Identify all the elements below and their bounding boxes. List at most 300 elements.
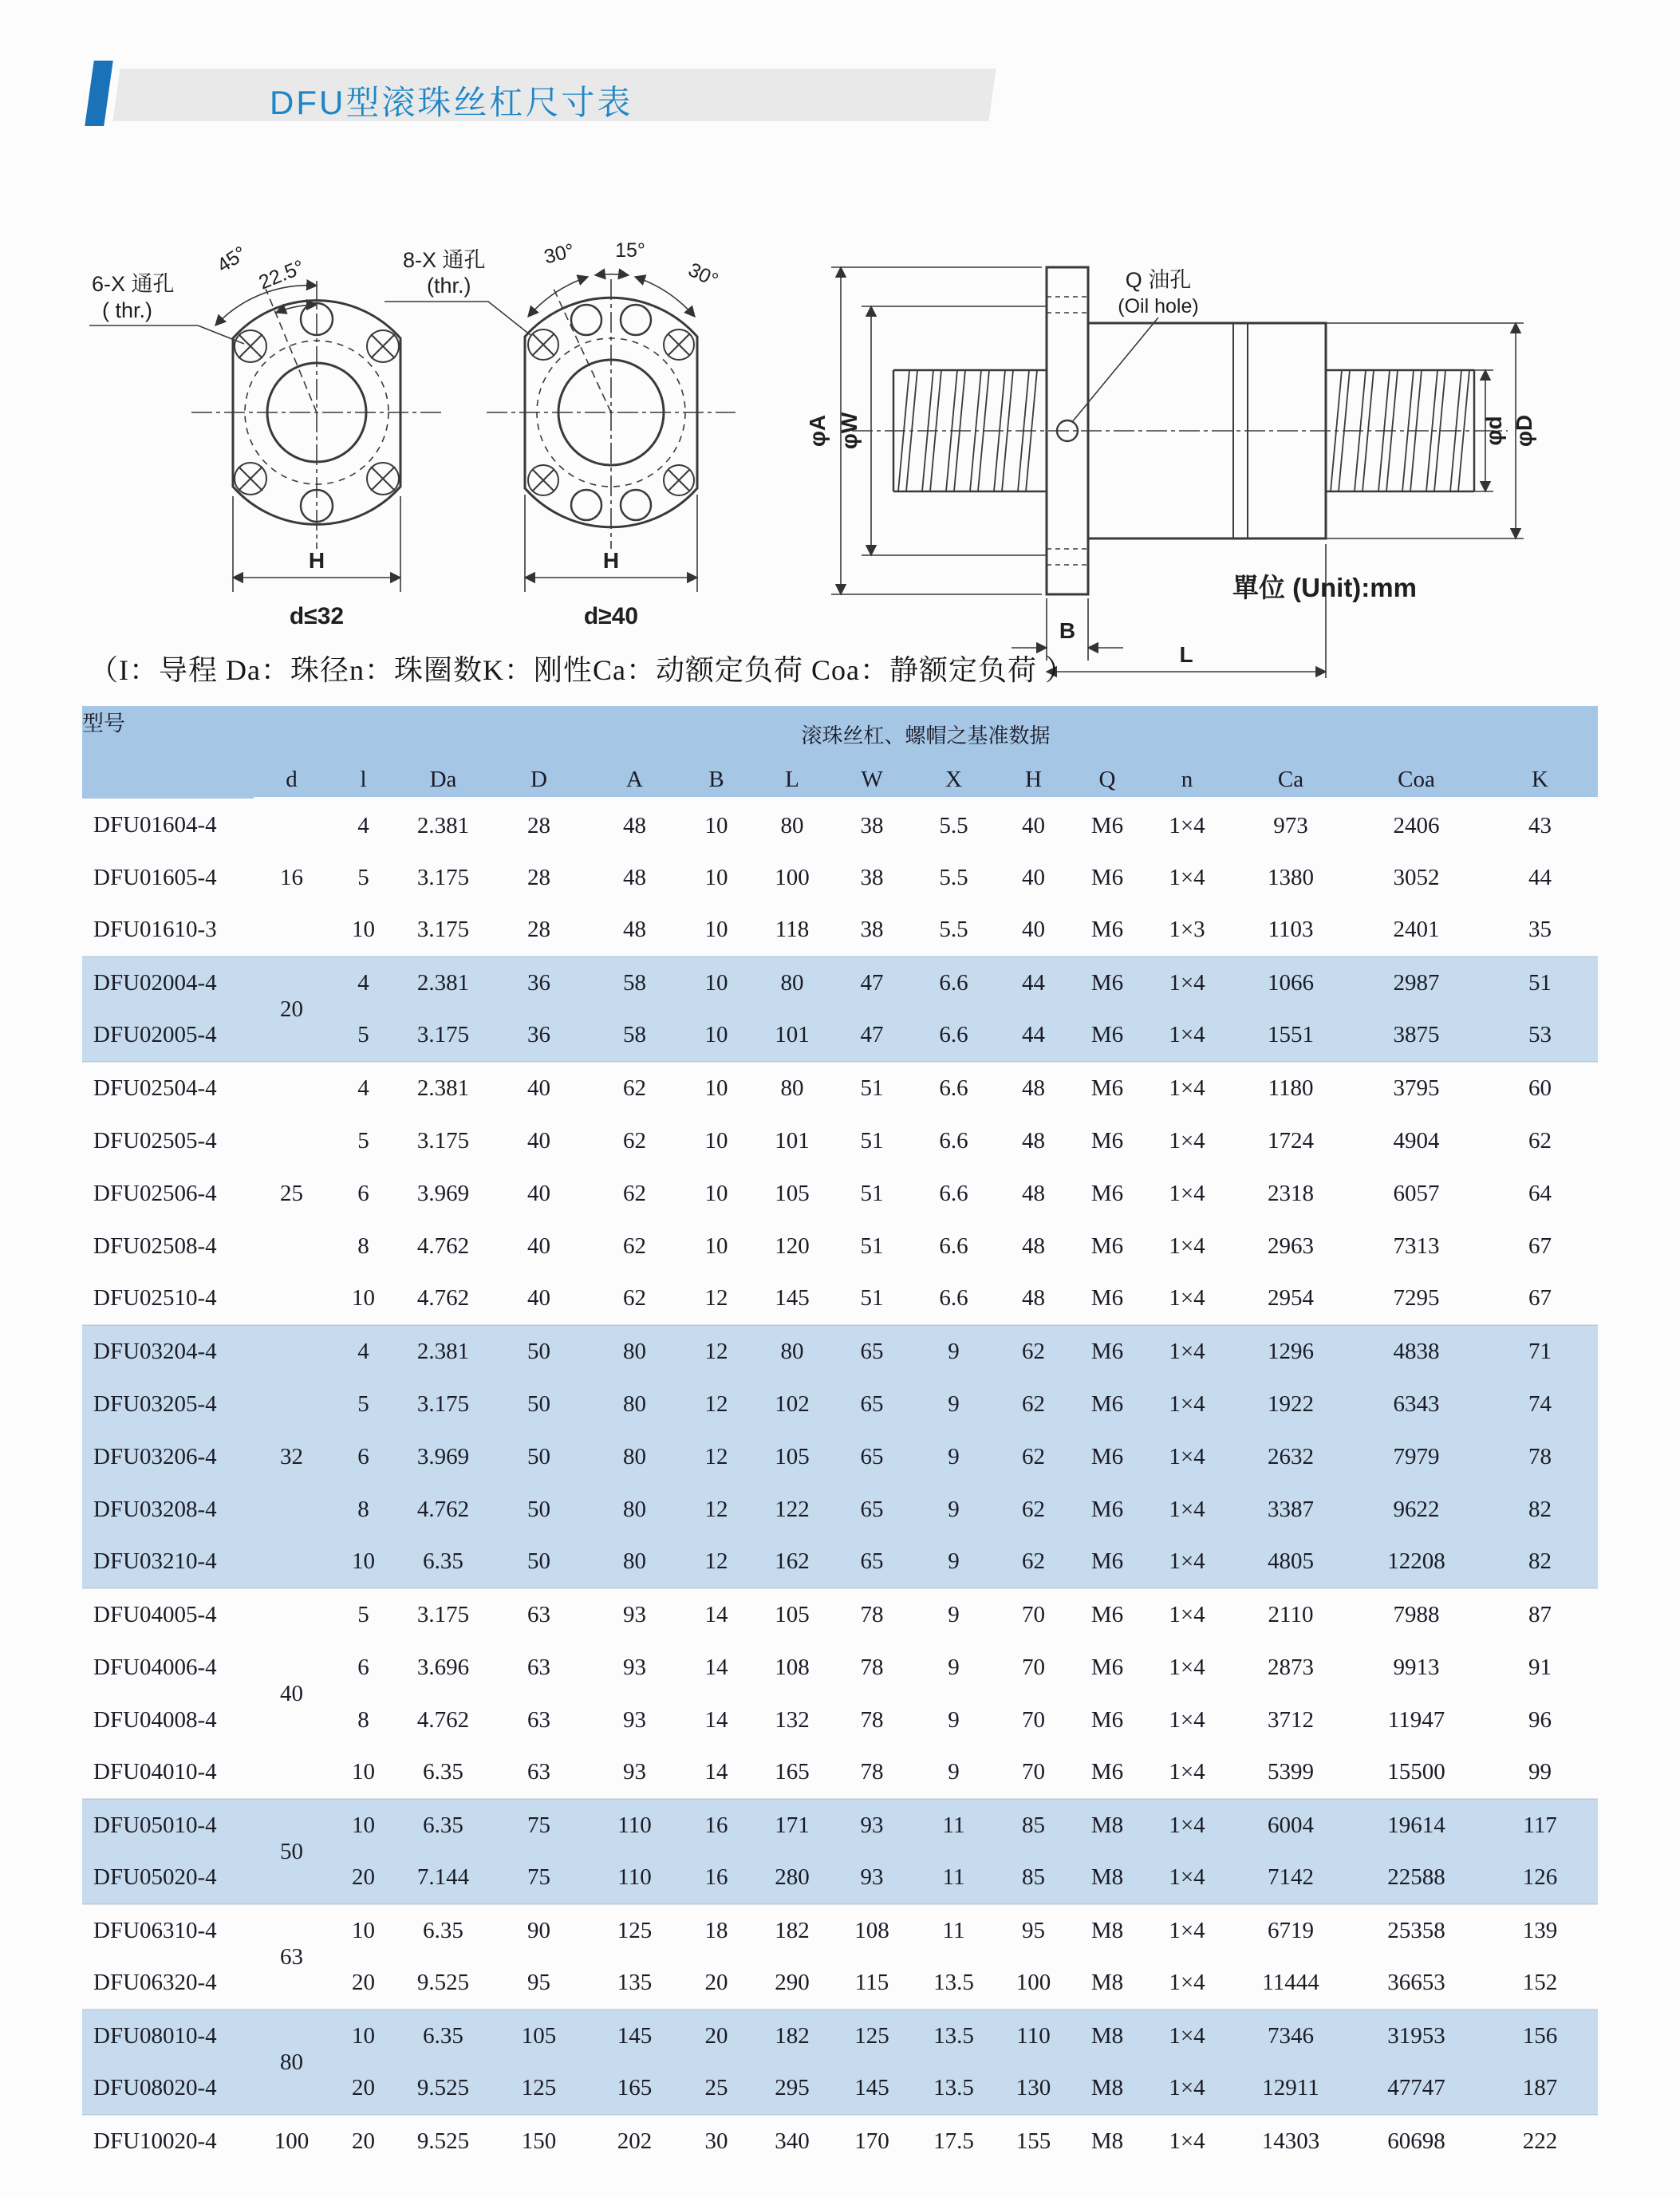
cell: M6: [1090, 1233, 1124, 1259]
cell: 7142: [1231, 1852, 1351, 1904]
cell: 96: [1528, 1706, 1552, 1733]
table-row: [82, 2115, 1598, 2167]
cell: 10: [704, 812, 728, 838]
cell: 2954: [1268, 1285, 1314, 1311]
cell: 3.175: [397, 1378, 489, 1430]
cell: 12: [680, 1325, 752, 1378]
cell: 6.35: [397, 1904, 489, 1957]
cell: 10: [704, 864, 728, 890]
cell: 1×4: [1143, 1325, 1231, 1378]
cell: 48: [1022, 1180, 1045, 1206]
cell: 62: [996, 1325, 1071, 1378]
cell: 40: [1022, 812, 1045, 838]
cell: 132: [775, 1706, 810, 1733]
cell-model: DFU02504-4: [82, 1062, 254, 1114]
cell: 63: [527, 1759, 550, 1785]
cell-model: DFU01605-4: [93, 864, 217, 890]
cell: 101: [752, 1009, 832, 1062]
cell: 13.5: [912, 2062, 996, 2115]
cell: 50: [489, 1378, 589, 1430]
cell: 36: [489, 957, 589, 1009]
cell: 82: [1482, 1483, 1598, 1536]
cell: 78: [832, 1588, 912, 1641]
cell: M6: [1071, 1009, 1143, 1062]
cell: 5: [329, 1378, 397, 1430]
cell: 3.175: [416, 1127, 470, 1154]
cell: 80: [589, 1325, 680, 1378]
cell: 1×4: [1169, 1654, 1205, 1680]
cell: 48: [1022, 1285, 1045, 1311]
cell: 10: [704, 1180, 728, 1206]
cell: 63: [527, 1706, 550, 1733]
cell: 4: [329, 1062, 397, 1114]
cell: 155: [996, 2115, 1071, 2167]
cell: 95: [996, 1904, 1071, 1957]
cell: 13.5: [912, 2010, 996, 2062]
cell: 1×4: [1143, 1430, 1231, 1483]
side-view-drawing: [805, 267, 1536, 678]
cell: 60: [1482, 1062, 1598, 1114]
cell: 340: [752, 2115, 832, 2167]
cell: 20: [329, 2115, 397, 2167]
cell: 78: [1482, 1430, 1598, 1483]
unit-note: 單位 (Unit):mm: [1232, 573, 1417, 602]
cell: 125: [589, 1904, 680, 1957]
cell-model: DFU02506-4: [93, 1180, 217, 1206]
cell: 100: [1015, 1970, 1051, 1995]
table-row: [82, 1904, 1598, 1957]
cell: 44: [996, 1009, 1071, 1062]
cell: 105: [752, 1430, 832, 1483]
cell: 9: [948, 1759, 960, 1785]
cell: 1×4: [1143, 2010, 1231, 2062]
cell: 3387: [1231, 1483, 1351, 1536]
cell: 87: [1482, 1588, 1598, 1641]
cell: 20: [329, 1852, 397, 1904]
cell: 70: [1022, 1706, 1045, 1733]
cell: 17.5: [912, 2115, 996, 2167]
table-row: [82, 1062, 1598, 1114]
cell: 12208: [1351, 1536, 1482, 1588]
dim-d32-label: d≤32: [289, 603, 345, 629]
cell: 5: [357, 1127, 369, 1154]
cell: 20: [680, 2010, 752, 2062]
cell: 47747: [1351, 2062, 1482, 2115]
cell: M6: [1071, 1588, 1143, 1641]
table-row: [82, 2010, 1598, 2062]
left-thread-hatch: [898, 370, 1037, 491]
cell: M6: [1090, 1127, 1124, 1154]
col-header-Ca: Ca: [1231, 762, 1351, 799]
cell: 9.525: [397, 2062, 489, 2115]
cell-model: DFU05020-4: [82, 1852, 254, 1904]
angle-45-label: 45°: [213, 242, 251, 278]
cell: 7295: [1393, 1285, 1440, 1311]
cell: 280: [752, 1852, 832, 1904]
cell: 20: [352, 1970, 375, 1995]
callout-8x-line1: 8-X 通孔: [403, 248, 486, 272]
cell: 4.762: [416, 1285, 470, 1311]
cell-model: DFU04006-4: [93, 1654, 217, 1680]
cell: M8: [1071, 2062, 1143, 2115]
oil-hole-label-line1: Q 油孔: [1125, 268, 1192, 292]
cell: 80: [589, 1483, 680, 1536]
data-group-header: 滚珠丝杠、螺帽之基准数据: [254, 706, 1598, 762]
cell: 85: [996, 1799, 1071, 1852]
cell: 110: [996, 2010, 1071, 2062]
cell-model: DFU04010-4: [93, 1759, 217, 1785]
cell: 50: [489, 1483, 589, 1536]
cell: 2987: [1351, 957, 1482, 1009]
cell: 18: [680, 1904, 752, 1957]
cell: 10: [680, 957, 752, 1009]
cell-d: 20: [254, 957, 329, 1062]
cell: 14: [704, 1759, 728, 1785]
cell: 80: [752, 1062, 832, 1114]
cell: 3.175: [416, 917, 470, 942]
cell: 1×4: [1143, 1852, 1231, 1904]
cell: 62: [996, 1430, 1071, 1483]
cell-model: DFU05010-4: [82, 1799, 254, 1852]
cell: 2110: [1231, 1588, 1351, 1641]
cell: 10: [704, 1127, 728, 1154]
cell: 22588: [1351, 1852, 1482, 1904]
cell: 64: [1528, 1180, 1552, 1206]
cell: 130: [996, 2062, 1071, 2115]
cell: 973: [1273, 812, 1308, 838]
cell-model: DFU02505-4: [93, 1127, 217, 1154]
cell: 9: [912, 1378, 996, 1430]
cell: 14: [704, 1706, 728, 1733]
cell: M6: [1071, 957, 1143, 1009]
cell: 14: [680, 1588, 752, 1641]
cell: 15500: [1387, 1759, 1445, 1785]
cell: 1551: [1231, 1009, 1351, 1062]
cell: 30: [680, 2115, 752, 2167]
cell: 12: [680, 1430, 752, 1483]
cell: 40: [527, 1285, 550, 1311]
cell: 53: [1482, 1009, 1598, 1062]
col-header-K: K: [1482, 762, 1598, 799]
cell: 110: [589, 1852, 680, 1904]
oil-hole: [1057, 420, 1078, 441]
cell: 62: [623, 1180, 646, 1206]
cell: 80: [752, 1325, 832, 1378]
cell: 3712: [1268, 1706, 1314, 1733]
cell: 222: [1482, 2115, 1598, 2167]
cell: M6: [1090, 1180, 1124, 1206]
col-header-D: D: [489, 762, 589, 799]
cell: 3.696: [416, 1654, 470, 1680]
cell: 14303: [1231, 2115, 1351, 2167]
cell: 7.144: [397, 1852, 489, 1904]
cell-d: 100: [254, 2115, 329, 2167]
cell: 35: [1528, 917, 1552, 942]
cell: M6: [1090, 917, 1124, 942]
cell-model: DFU02005-4: [82, 1009, 254, 1062]
angle-15-label: 15°: [615, 239, 645, 262]
cell: 108: [832, 1904, 912, 1957]
cell: 2.381: [397, 957, 489, 1009]
cell-model: DFU06320-4: [93, 1970, 217, 1995]
col-header-n: n: [1143, 762, 1231, 799]
dia-D-label: φD: [1512, 414, 1536, 448]
page-title: DFU型滚珠丝杠尺寸表: [270, 84, 633, 121]
cell: 5399: [1268, 1759, 1314, 1785]
cell: 182: [752, 1904, 832, 1957]
cell: 40: [527, 1180, 550, 1206]
cell: 10: [329, 1799, 397, 1852]
cell: 80: [780, 812, 804, 838]
cell: 13.5: [933, 1970, 974, 1995]
cell: 1×4: [1143, 1588, 1231, 1641]
cell-model: DFU02508-4: [93, 1233, 217, 1259]
cell: 1×4: [1169, 1706, 1205, 1733]
cell: 40: [1022, 917, 1045, 942]
cell: 5: [329, 1009, 397, 1062]
cell: 38: [860, 864, 884, 890]
cell: 85: [996, 1852, 1071, 1904]
cell: 102: [752, 1378, 832, 1430]
cell: 10: [352, 917, 375, 942]
col-header-B: B: [680, 762, 752, 799]
cell: 6.6: [939, 1180, 968, 1206]
cell: 47: [832, 957, 912, 1009]
cell: 48: [623, 864, 646, 890]
col-header-A: A: [589, 762, 680, 799]
cell: 125: [489, 2062, 589, 2115]
cell: M8: [1071, 1852, 1143, 1904]
cell: 9: [912, 1536, 996, 1588]
cell: 9: [912, 1325, 996, 1378]
cell: 62: [996, 1536, 1071, 1588]
cell: 1×4: [1143, 1062, 1231, 1114]
cell: 4904: [1393, 1127, 1440, 1154]
cell: 7988: [1351, 1588, 1482, 1641]
cell: 82: [1482, 1536, 1598, 1588]
header-row-2: [82, 762, 1598, 799]
cell: 8: [329, 1483, 397, 1536]
cell-d: 16: [280, 865, 303, 890]
cell-d: 50: [254, 1799, 329, 1904]
cell: 6.6: [939, 1233, 968, 1259]
cell: 1×4: [1169, 1127, 1205, 1154]
col-header-X: X: [912, 762, 996, 799]
cell: 44: [1528, 864, 1552, 890]
cell: 9.525: [416, 1970, 470, 1995]
cell: 6: [329, 1430, 397, 1483]
cell: 1×4: [1169, 812, 1205, 838]
cell: 20: [704, 1970, 728, 1995]
cell: 6.35: [397, 2010, 489, 2062]
cell: 95: [527, 1970, 550, 1995]
cell: 2873: [1268, 1654, 1314, 1680]
cell: 8: [357, 1706, 369, 1733]
cell: 6.35: [397, 1799, 489, 1852]
cell: 9: [912, 1483, 996, 1536]
cell: 93: [832, 1852, 912, 1904]
cell: 3.969: [397, 1430, 489, 1483]
table-row: [82, 957, 1598, 1009]
cell: 93: [623, 1654, 646, 1680]
cell: 182: [752, 2010, 832, 2062]
cell: 5: [329, 1588, 397, 1641]
cell: 3.175: [397, 1588, 489, 1641]
cell: 12911: [1231, 2062, 1351, 2115]
cell: 12: [680, 1536, 752, 1588]
table-row: [82, 1588, 1598, 1641]
cell: M6: [1071, 1325, 1143, 1378]
cell: 1922: [1231, 1378, 1351, 1430]
cell: 5: [357, 864, 369, 890]
cell: 7313: [1393, 1233, 1440, 1259]
cell: 10: [352, 1759, 375, 1785]
cell: 4: [357, 812, 369, 838]
cell: 28: [527, 864, 550, 890]
cell: 105: [489, 2010, 589, 2062]
cell: 10: [329, 1904, 397, 1957]
cell: 1×4: [1143, 1904, 1231, 1957]
cell: 105: [775, 1180, 810, 1206]
cell: 145: [775, 1285, 810, 1311]
cell: 165: [589, 2062, 680, 2115]
cell: 5.5: [939, 917, 968, 942]
cell: 7346: [1231, 2010, 1351, 2062]
cell: 1×3: [1169, 917, 1205, 942]
cell: 202: [589, 2115, 680, 2167]
cell: 19614: [1351, 1799, 1482, 1852]
cell-d: 40: [254, 1588, 329, 1799]
cell: 1×4: [1143, 2115, 1231, 2167]
callout-8x-line2: (thr.): [427, 274, 471, 298]
cell: 1×4: [1169, 1180, 1205, 1206]
cell: 7979: [1351, 1430, 1482, 1483]
cell: 48: [623, 812, 646, 838]
cell: 9.525: [397, 2115, 489, 2167]
cell: 4: [329, 1325, 397, 1378]
cell: 1066: [1231, 957, 1351, 1009]
cell: 2.381: [397, 1062, 489, 1114]
cell: 25358: [1351, 1904, 1482, 1957]
cell: 31953: [1351, 2010, 1482, 2062]
cell: 6.6: [939, 1285, 968, 1311]
cell: 47: [832, 1009, 912, 1062]
cell: 4.762: [416, 1706, 470, 1733]
cell: 2406: [1393, 812, 1440, 838]
cell-d: 25: [254, 1062, 329, 1325]
dim-h-label-mid: H: [602, 548, 620, 573]
cell: 1380: [1268, 864, 1314, 890]
cell: M8: [1071, 2115, 1143, 2167]
cell: 28: [527, 917, 550, 942]
cell: 38: [860, 917, 884, 942]
cell: 40: [489, 1062, 589, 1114]
cell: M6: [1090, 864, 1124, 890]
cell: 4805: [1231, 1536, 1351, 1588]
cell: 118: [775, 917, 810, 942]
cell: 1×4: [1169, 864, 1205, 890]
cell-model: DFU03208-4: [82, 1483, 254, 1536]
cell: 152: [1522, 1970, 1558, 1995]
cell: 117: [1482, 1799, 1598, 1852]
cell: M6: [1090, 1759, 1124, 1785]
cell: M6: [1090, 1654, 1124, 1680]
col-header-d: d: [254, 762, 329, 799]
cell: 6719: [1231, 1904, 1351, 1957]
cell: 6.6: [939, 1127, 968, 1154]
cell: 10: [680, 1062, 752, 1114]
cell: 6: [357, 1180, 369, 1206]
cell-model: DFU04005-4: [82, 1588, 254, 1641]
cell: 40: [527, 1127, 550, 1154]
cell-model: DFU04008-4: [93, 1706, 217, 1733]
cell: 10: [352, 1285, 375, 1311]
cell: 11: [912, 1904, 996, 1957]
cell: 12: [680, 1378, 752, 1430]
angle-22-label: 22.5°: [255, 255, 308, 294]
cell: 145: [832, 2062, 912, 2115]
cell-model: DFU08020-4: [82, 2062, 254, 2115]
header-row-1: [82, 706, 1598, 762]
cell: 2.381: [416, 812, 470, 838]
cell-model: DFU06310-4: [82, 1904, 254, 1957]
cell-model: DFU10020-4: [82, 2115, 254, 2167]
cell: 1×4: [1143, 1378, 1231, 1430]
cell-model: DFU08010-4: [82, 2010, 254, 2062]
col-header-Coa: Coa: [1351, 762, 1482, 799]
cell: 126: [1482, 1852, 1598, 1904]
cell: 11: [912, 1799, 996, 1852]
cell: 1296: [1231, 1325, 1351, 1378]
cell: 75: [489, 1799, 589, 1852]
cell: 3.969: [416, 1180, 470, 1206]
cell: 65: [832, 1536, 912, 1588]
cell: 110: [589, 1799, 680, 1852]
cell: 93: [589, 1588, 680, 1641]
cell: 48: [1022, 1233, 1045, 1259]
dim-b-label: B: [1059, 618, 1076, 643]
col-header-Q: Q: [1071, 762, 1143, 799]
cell: 8: [357, 1233, 369, 1259]
legend-note: （I：导程 Da：珠径n：珠圈数K：刚性Ca：动额定负荷 Coa：静额定负荷 ）: [89, 654, 1075, 686]
cell: 3.175: [397, 1009, 489, 1062]
dim-d40-label: d≥40: [583, 603, 639, 629]
cell: 1×4: [1169, 1233, 1205, 1259]
cell: 62: [623, 1285, 646, 1311]
cell: 80: [752, 957, 832, 1009]
cell: 10: [680, 1009, 752, 1062]
cell: 1103: [1268, 917, 1314, 942]
cell: 48: [996, 1062, 1071, 1114]
cell: M8: [1071, 1904, 1143, 1957]
cell: 75: [489, 1852, 589, 1904]
cell: 80: [589, 1378, 680, 1430]
cell: 74: [1482, 1378, 1598, 1430]
cell: 3795: [1351, 1062, 1482, 1114]
cell: 2632: [1231, 1430, 1351, 1483]
cell: 4.762: [397, 1483, 489, 1536]
cell: 62: [1528, 1127, 1552, 1154]
dia-a-label: φA: [805, 414, 830, 448]
cell: 108: [775, 1654, 810, 1680]
cell: 60698: [1351, 2115, 1482, 2167]
cell: 6004: [1231, 1799, 1351, 1852]
cell: 150: [489, 2115, 589, 2167]
cell-model: DFU01610-3: [93, 917, 217, 942]
cell: 28: [527, 812, 550, 838]
cell: M8: [1090, 1970, 1124, 1995]
cell: 10: [704, 1233, 728, 1259]
